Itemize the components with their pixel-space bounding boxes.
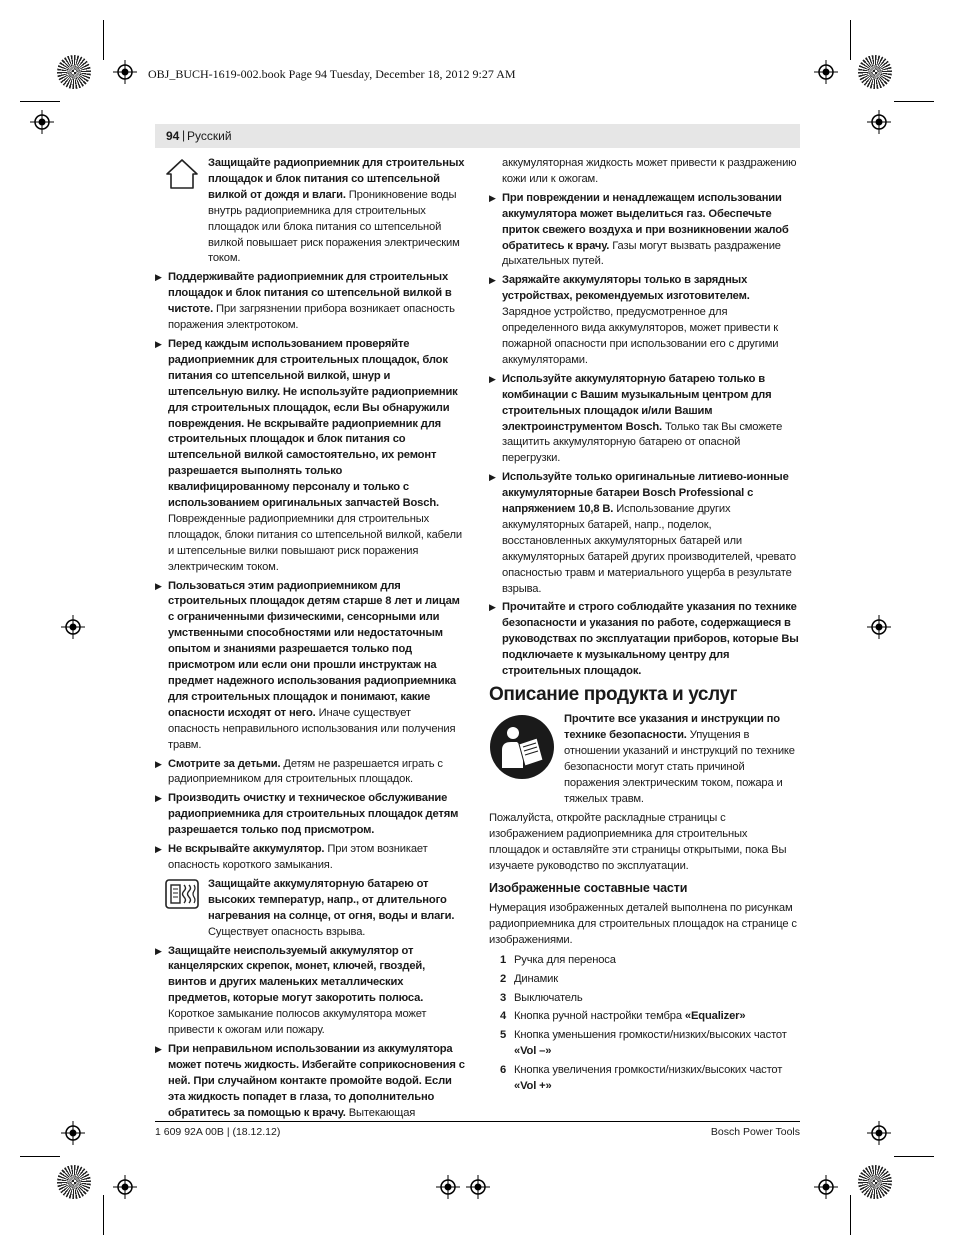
bullet-bold-text: Пользоваться этим радиоприемником для строительных площадок детям старше 8 лет и лицам с ограниченными физическими, сенсорными или умственными способностями или недостаточным опытом и знаниями разрешается только под присмотром или если они прошли инструктаж на предмет надежного использования радиоприемника для строительных площадок и понимают, какие опасности исходят от него. [168, 579, 460, 719]
bullet-normal-text: Газы могут вызвать раздражение дыхательных путей. [502, 239, 781, 268]
arrow-bullet-icon: ▶ [155, 758, 162, 769]
component-text: Ручка для переноса [514, 953, 616, 966]
battery-heat-icon [165, 879, 199, 909]
safety-bullet [489, 273, 800, 368]
component-text: Кнопка ручной настройки тембра [514, 1010, 685, 1023]
bullet-bold-text: Защищайте неиспользуемый аккумулятор от канцелярских скрепок, монет, ключей, гвоздей, винтов и других маленьких металлических предметов, которые могут закоротить полюса. [168, 944, 426, 1005]
arrow-bullet-icon: ▶ [489, 192, 496, 203]
bullet-normal-text: Только так Вы сможете защитить аккумуляторную батарею от опасной перегрузки. [502, 420, 783, 465]
arrow-bullet-icon: ▶ [489, 472, 496, 483]
bullet-normal-text: Поврежденные радиоприемники для строительных площадок, блоки питания со штепсельной вилкой, кабели и штепсельные вилки повышают риск поражения электрическим током. [168, 512, 462, 573]
registration-crosshair-icon [466, 1175, 490, 1199]
continuation-text: аккумуляторная жидкость может привести к раздражению кожи или к ожогам. [502, 157, 797, 185]
warning-normal-text: Существует опасность взрыва. [208, 925, 366, 938]
section-title: Описание продукта и услуг [489, 684, 738, 705]
safety-bullet [489, 600, 800, 680]
footer-divider [155, 1121, 800, 1122]
registration-star-icon [57, 55, 91, 89]
component-number: 6 [500, 1064, 507, 1077]
component-text: Выключатель [514, 991, 583, 1004]
arrow-bullet-icon: ▶ [155, 844, 162, 855]
read-manual-block [489, 712, 800, 807]
bullet-bold-text: Не вскрывайте аккумулятор. [168, 843, 325, 856]
read-manual-icon [489, 714, 555, 780]
component-item [489, 1028, 800, 1060]
registration-crosshair-icon [61, 615, 85, 639]
bullet-bold-text: При неправильном использовании из аккумулятора может потечь жидкость. Избегайте соприкосновения с ней. При случайном контакте промойте водой. Если эта жидкость попадет в глаза, то дополнительно обратитесь за помощью к врачу. [168, 1042, 465, 1119]
bullet-normal-text: При загрязнении прибора возникает опасность поражения электротоком. [168, 303, 455, 332]
warning-rain-block [155, 156, 465, 267]
arrow-bullet-icon: ▶ [489, 373, 496, 384]
bullet-normal-text: Иначе существует опасность неправильного использования или получения травм. [168, 706, 456, 751]
component-text: Кнопка уменьшения громкости/низких/высоких частот [514, 1029, 787, 1042]
component-item [489, 991, 800, 1007]
component-item [489, 1063, 800, 1095]
registration-crosshair-icon [814, 60, 838, 84]
component-number: 3 [500, 991, 507, 1004]
component-number: 4 [500, 1010, 507, 1023]
arrow-bullet-icon: ▶ [155, 1043, 162, 1054]
right-column-upper [489, 156, 800, 683]
registration-crosshair-icon [30, 110, 54, 134]
component-text: Динамик [514, 972, 559, 985]
header-language: Русский [187, 129, 232, 143]
safety-bullet [155, 270, 465, 334]
component-bold: «Vol +» [514, 1080, 552, 1093]
warning-bold-text: Защищайте радиоприемник для строительных площадок и блок питания со штепсельной вилкой от дождя и влаги. [208, 157, 465, 201]
intro-paragraph: Пожалуйста, откройте раскладные страницы с изображением радиоприемника для строительных площадок и оставляйте эти страницы открытыми, пока Вы изучаете руководство по эксплуатации. [489, 812, 787, 873]
arrow-bullet-icon: ▶ [155, 272, 162, 283]
arrow-bullet-icon: ▶ [489, 602, 496, 613]
numbering-paragraph: Нумерация изображенных деталей выполнена по рисункам радиоприемника для строительных площадок на странице с изображениями. [489, 901, 797, 946]
bullet-bold-text: Прочитайте и строго соблюдайте указания по технике безопасности и указания по работе, содержащиеся в руководствах по эксплуатации приборов, которые Вы подключаете к музыкальному центру для строительных площадок. [502, 601, 799, 678]
bullet-normal-text: Зарядное устройство, предусмотренное для определенного вида аккумуляторов, может привести к пожарной опасности при использовании его с другими аккумуляторами. [502, 306, 779, 366]
component-text: Кнопка увеличения громкости/низких/высоких частот [514, 1064, 783, 1077]
registration-star-icon [57, 1165, 91, 1199]
arrow-bullet-icon: ▶ [155, 338, 162, 349]
safety-bullet [155, 757, 465, 789]
warning-heat-block [155, 877, 465, 941]
bullet-bold-text: Используйте только оригинальные литиево-ионные аккумуляторные батареи Bosch Professional с напряжением 10,8 В. [502, 471, 789, 516]
warning-normal-text: Проникновение воды внутрь радиоприемника для строительных площадок или блока питания со штепсельной вилкой повышает риск поражения электрическим током. [208, 188, 460, 265]
bullet-normal-text: Короткое замыкание полюсов аккумулятора может привести к ожогам или пожару. [168, 1008, 427, 1037]
safety-bullet [155, 791, 465, 839]
bullet-bold-text: Поддерживайте радиоприемник для строительных площадок и блок питания со штепсельной вилкой в чистоте. [168, 271, 452, 316]
bullet-normal-text: Вытекающая [345, 1106, 416, 1119]
component-item [489, 972, 800, 988]
registration-crosshair-icon [61, 1121, 85, 1145]
page-header [155, 124, 800, 148]
bullet-bold-text: При повреждении и ненадлежащем использовании аккумулятора может выделиться газ. Обеспечьте приток свежего воздуха и при возникновении жалоб обратитесь к врачу. [502, 191, 789, 252]
arrow-bullet-icon: ▶ [155, 945, 162, 956]
header-separator: | [182, 128, 186, 142]
right-column-lower [489, 712, 800, 1098]
print-info-line: OBJ_BUCH-1619-002.book Page 94 Tuesday, December 18, 2012 9:27 AM [148, 67, 516, 81]
component-bold: «Vol –» [514, 1045, 552, 1058]
read-normal-text: Упущения в отношении указаний и инструкций по технике безопасности могут стать причиной поражения электрическим током, пожара и тяжелых травм. [564, 728, 795, 805]
component-number: 1 [500, 953, 507, 966]
safety-bullet [155, 579, 465, 754]
arrow-bullet-icon: ▶ [155, 580, 162, 591]
registration-crosshair-icon [113, 1175, 137, 1199]
bullet-bold-text: Используйте аккумуляторную батарею только в комбинации с Вашим музыкальным центром для строительных площадок и/или Вашим электроинструментом Bosch. [502, 372, 772, 433]
component-item [489, 953, 800, 969]
component-number: 5 [500, 1029, 507, 1042]
safety-bullet [155, 944, 465, 1039]
arrow-bullet-icon: ▶ [155, 793, 162, 804]
registration-star-icon [858, 55, 892, 89]
safety-bullet [489, 470, 800, 597]
bullet-normal-text: Использование других аккумуляторных батарей, напр., поделок, восстановленных аккумуляторных батарей или аккумуляторных батарей других производителей, чревато опасностью травм и материального ущерба в результате взрыва. [502, 503, 796, 595]
bullet-bold-text: Смотрите за детьми. [168, 757, 281, 770]
registration-crosshair-icon [867, 110, 891, 134]
arrow-bullet-icon: ▶ [489, 275, 496, 286]
safety-bullet [155, 337, 465, 576]
bullet-bold-text: Производить очистку и техническое обслуживание радиоприемника для строительных площадок детям разрешается только под присмотром. [168, 792, 459, 837]
safety-bullet [155, 842, 465, 874]
house-icon [165, 158, 199, 190]
registration-star-icon [858, 1165, 892, 1199]
subsection-title: Изображенные составные части [489, 881, 688, 896]
warning-bold-text: Защищайте аккумуляторную батарею от высоких температур, напр., от длительного нагревания на солнце, от огня, воды и влаги. [208, 877, 455, 922]
footer-brand: Bosch Power Tools [710, 1126, 800, 1138]
bullet-bold-text: Перед каждым использованием проверяйте радиоприемник для строительных площадок, блок питания со штепсельной вилкой, шнур и штепсельную вилку. Не используйте радиоприемник для строительных площадок, если Вы обнаружили повреждения. Не вскрывайте радиоприемник для строительных площадок и блок питания со штепсельной вилкой самостоятельно, их ремонт разрешается выполнять только квалифицированному персоналу и только с использованием оригинальных запчастей Bosch. [168, 337, 458, 510]
footer-doc-number: 1 609 92A 00B | (18.12.12) [155, 1126, 281, 1138]
component-bold: «Equalizer» [684, 1010, 746, 1023]
safety-bullet [489, 191, 800, 271]
bullet-normal-text: При этом возникает опасность короткого замыкания. [168, 843, 428, 871]
registration-crosshair-icon [113, 60, 137, 84]
safety-bullet [155, 1042, 465, 1122]
registration-crosshair-icon [814, 1175, 838, 1199]
registration-crosshair-icon [436, 1175, 460, 1199]
component-number: 2 [500, 972, 507, 985]
left-column [155, 156, 465, 1124]
component-item [489, 1009, 800, 1025]
page-number: 94 [166, 129, 180, 143]
registration-crosshair-icon [867, 615, 891, 639]
read-bold-text: Прочтите все указания и инструкции по технике безопасности. [564, 713, 780, 741]
safety-bullet [489, 372, 800, 467]
bullet-bold-text: Заряжайте аккумуляторы только в зарядных устройствах, рекомендуемых изготовителем. [502, 274, 750, 303]
bullet-normal-text: Детям не разрешается играть с радиоприемником для строительных площадок. [168, 757, 443, 786]
registration-crosshair-icon [867, 1121, 891, 1145]
